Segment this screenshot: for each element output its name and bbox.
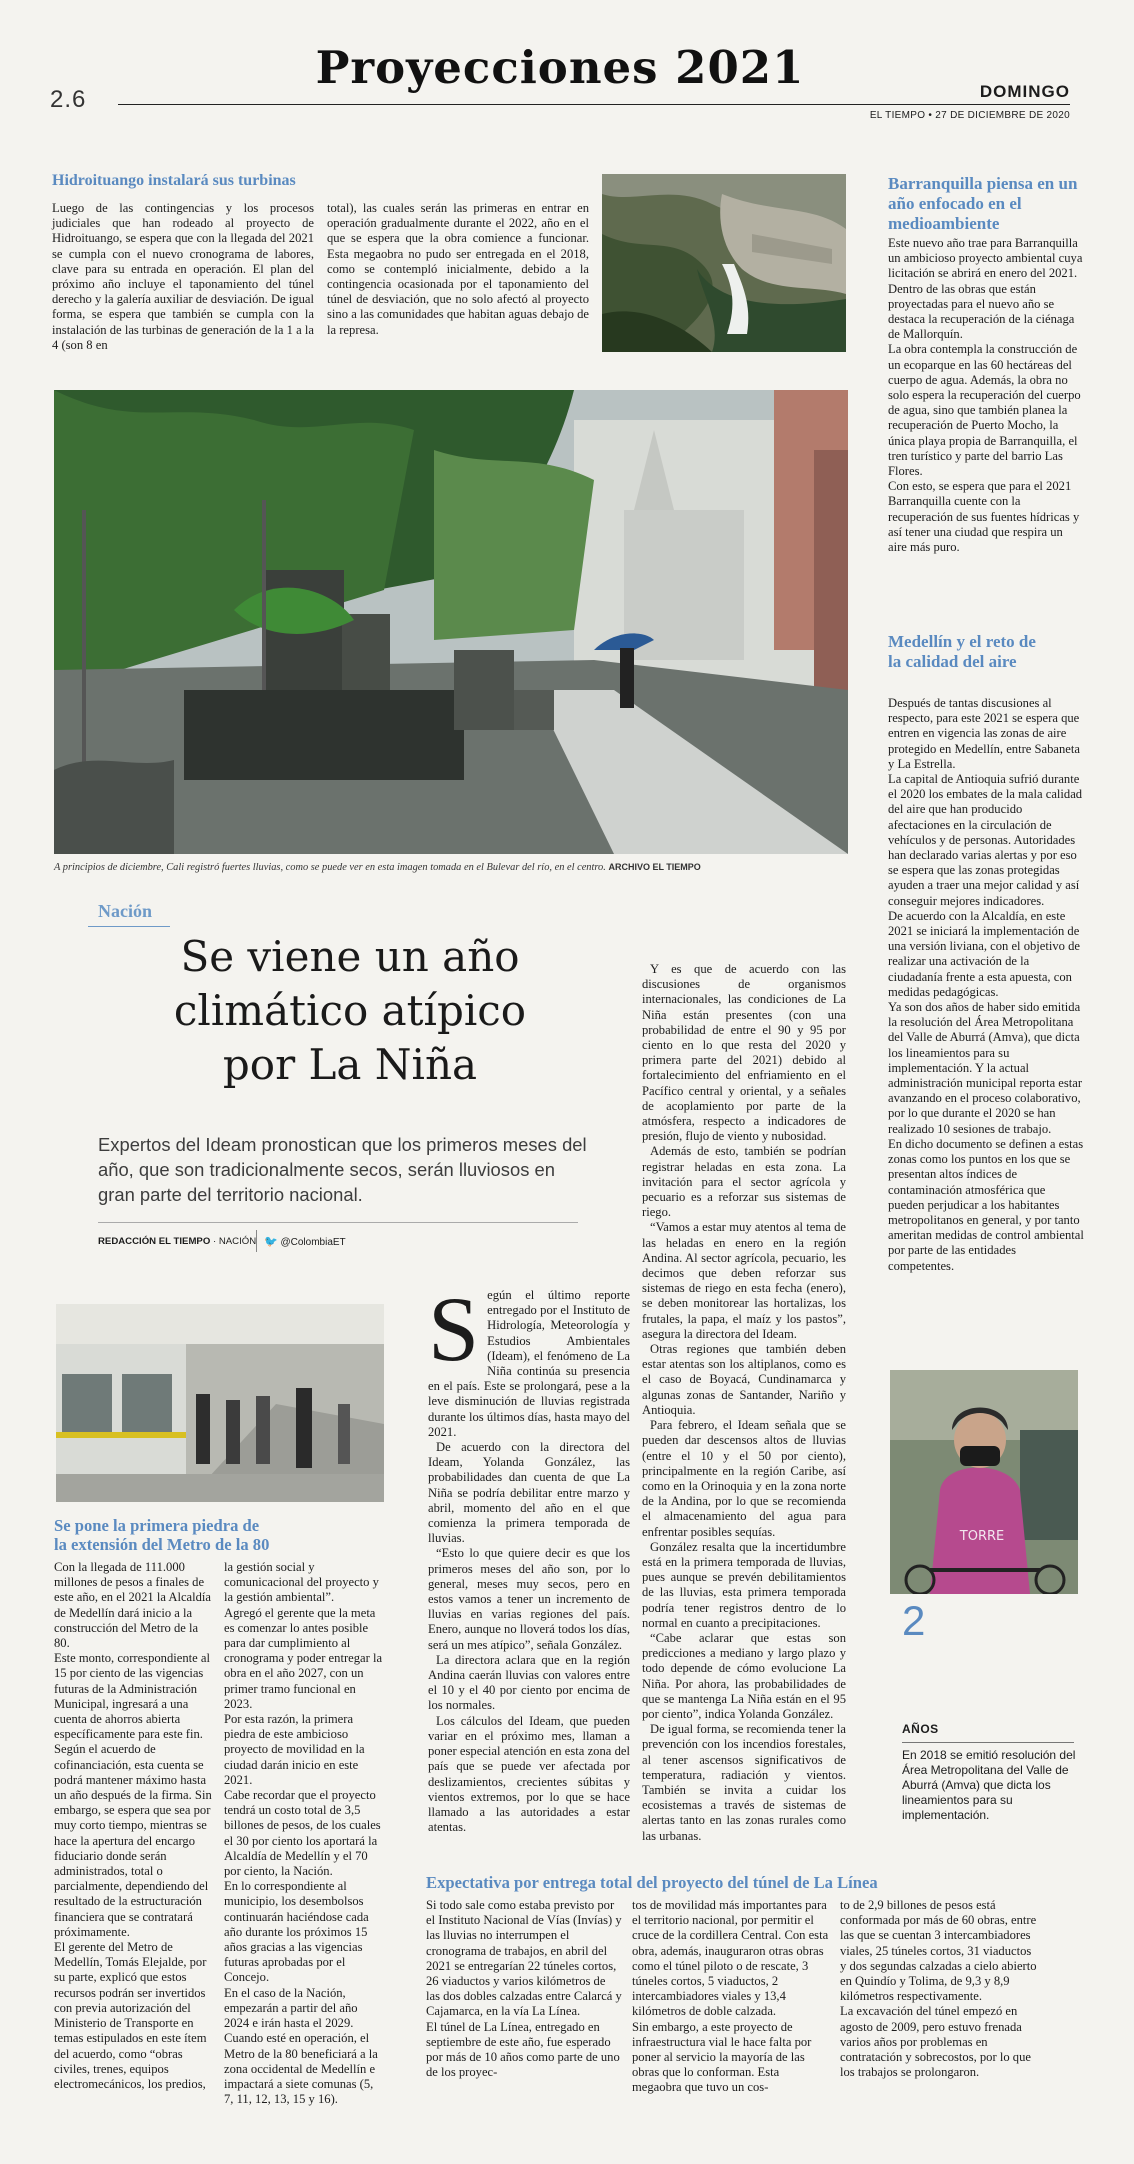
hidroituango-photo [602,174,846,352]
metro-paragraph: En el caso de la Nación, empezarán a partir del año 2024 e irán hasta el 2029. [224,1985,358,2031]
nina-deck: Expertos del Ideam pronostican que los primeros meses del año, que son tradicionalmente secos, serán lluviosos en gran parte del territorio nacional. [98,1134,587,1205]
headline-line: por La Niña [222,1040,478,1089]
caption-text: A principios de diciembre, Cali registró fuertes lluvias, como se puede ver en esta imagen tomada en el Bulevar del río, en el centro. [54,862,606,873]
linea-col3 [840,1898,1040,2080]
nina-paragraph: Además de esto, también se podrían registrar heladas en esta zona. La invitación para el sector agrícola y pecuario es a reforzar sus sistemas de riego. [642,1144,846,1220]
linea-paragraph: La excavación del túnel empezó en agosto de 2009, pero estuvo frenada varios años por problemas en contratación y sobrecostos, por lo que los trabajos se prolongaron. [840,2004,1031,2080]
medellin-aire-paragraph: De acuerdo con la Alcaldía, en este 2021 se iniciará la implementación de una versión liviana, con el objetivo de realizar una activación de la ciudadanía frente a esta apuesta, con medidas pedagógicas. [888,908,1080,999]
nina-byline [98,1236,256,1247]
page-number [50,86,86,114]
byline-divider [256,1230,257,1252]
linea-paragraph: tos de movilidad más importantes para el territorio nacional, por permitir el cruce de la cordillera Central. Con esta obra, además, inauguraron otras obras como el túnel piloto o de rescate, 3 túneles cortos, 5 viaductos, 2 intercambiadores viales y 13,4 kilómetros de doble calzada. [632,1898,829,2019]
metro-col1 [54,1560,214,2092]
page-number-text: 2.6 [50,86,87,113]
byline-section: · NACIÓN [212,1236,257,1247]
heading-line: Se pone la primera piedra de [54,1516,260,1535]
nina-headline [90,930,610,1092]
caption-credit: ARCHIVO EL TIEMPO [608,862,701,872]
medellin-aire-paragraph: La capital de Antioquia sufrió durante el 2020 los embates de la mala calidad del aire que han producido afectaciones en la circulación de vehículos y de personas. Autoridades han declarado varias alertas y por eso se espera que las zonas protegidas ayuden a traer una mejor calidad y así conseguir mejores indicadores. [888,772,1083,908]
metro-paragraph: Este monto, correspondiente al 15 por ciento de las vigencias futuras de la Administración Municipal, ingresará a una cuenta de ahorros abierta específicamente para este fin. [54,1651,210,1742]
deck-rule [98,1222,578,1223]
heading-line: la extensión del Metro de la 80 [54,1535,270,1554]
barranquilla-paragraph: Este nuevo año trae para Barranquilla un ambicioso proyecto ambiental cuya licitación se abrirá en enero del 2021. [888,236,1083,281]
metro-paragraph: Cuando esté en operación, el Metro de la 80 beneficiará a la zona occidental de Medellín e impactará a siete comunas (5, 7, 11, 12, 13, 15 y 16). [224,2031,378,2107]
factbox-text: En 2018 se emitió resolución del Área Metropolitana del Valle de Aburrá (Amva) que dicta los lineamientos para su implementación. [902,1748,1076,1822]
nina-twitter[interactable] [264,1235,346,1248]
hidroituango-col1: Luego de las contingencias y los procesos judiciales que han rodeado al proyecto de Hidroituango, se espera que con la llegada del 2021 se cumpla con el nuevo cronograma de labores, clave para su entrada en operación. El plan del próximo año incluye el taponamiento del túnel derecho y la galería auxiliar de desviación. De igual forma, se espera que también se cumpla con la instalación de las turbinas de generación de la 1 a la 4 (son 8 en [52,201,314,352]
nina-paragraph: González resalta que la incertidumbre está en la primera temporada de lluvias, pues aunque se prevén debilitamientos de las lluvias, esta primera temporada podría tener registros dentro de lo normal en cuanto a precipitaciones. [642,1539,846,1630]
linea-heading: Expectativa por entrega total del proyecto del túnel de La Línea [426,1873,878,1892]
headline-line: Se viene un año [180,932,520,981]
metro-photo [56,1304,384,1502]
barranquilla-paragraph: La obra contempla la construcción de un ecoparque en las 60 hectáreas del cuerpo de agua. Además, la obra no solo espera la recuperación del cuerpo de agua, sino que también planea la recuperación de Puerto Mocho, la única playa propia de Barranquilla, el tren turístico y parte del barrio Las Flores. [888,342,1081,479]
rainy-boulevard-image [54,390,848,854]
header-dateline: EL TIEMPO • 27 DE DICIEMBRE DE 2020 [869,110,1070,121]
cyclist-photo [890,1370,1078,1594]
linea-col2 [632,1898,832,2096]
nina-paragraph: Para febrero, el Ideam señala que se pueden dar descensos altos de lluvias (entre el 10 y el 50 por ciento), principalmente en la región Caribe, así como en la Orinoquia y en la zona norte de la Andina, por lo que se recomienda el almacenamiento del agua para enfrentar posibles sequías. [642,1418,846,1539]
main-photo-caption [54,862,854,873]
medellin-aire-heading: Medellín y el reto de la calidad del aire [888,632,1036,671]
medellin-aire-paragraph: Después de tantas discusiones al respecto, para este 2021 se espera que entren en vigencia las zonas de aire protegido en Medellín, entre Sabaneta y La Estrella. [888,696,1080,771]
linea-col1 [426,1898,622,2080]
nina-paragraph: Otras regiones que también deben estar atentas son los altiplanos, como es el caso de Boyacá, Cundinamarca y algunas zonas de Santander, Nariño y Antioquia. [642,1342,846,1417]
factbox-label: AÑOS [902,1722,939,1736]
metro-paragraph: Agregó el gerente que la meta es comenzar lo antes posible para dar cumplimiento al cronograma y poder entregar la obra en el año 2027, con un primer tramo funcional en 2023. [224,1605,383,1711]
medellin-aire-paragraph: En dicho documento se definen a estas zonas como los puntos en los que se presentan altos índices de contaminación atmosférica que pueden perjudicar a los habitantes metropolitanos en general, y por tanto ameritan medidas de control ambiental por parte de las entidades competentes. [888,1136,1084,1273]
section-rule [88,926,170,927]
barranquilla-body [888,236,1084,555]
nina-paragraph: “Vamos a estar muy atentos al tema de las heladas en enero en la región Andina. Al sector agrícola, pecuario, les decimos que deben reforzar sus sistemas de riego en esta fecha (enero), se deben monitorear las hortalizas, los frutales, la papa, el maíz y los pastos”, asegura la directora del Ideam. [642,1220,846,1341]
metro-paragraph: Según el acuerdo de cofinanciación, esta cuenta se podrá mantener máximo hasta un año después de la firma. Sin embargo, se espera que sea por muy corto tiempo, mientras se hace la apertura del encargo fiduciario donde serán administrados, total o parcialmente, dependiendo del resultado de la estructuración financiera que se contratará próximamente. [54,1742,212,1939]
metro-col2 [224,1560,384,2107]
dropcap: S [428,1278,480,1380]
headline-line: climático atípico [173,986,527,1035]
metro-station-image [56,1304,384,1502]
medellin-aire-body [888,696,1084,1274]
nina-paragraph: egún el último reporte entregado por el Instituto de Hidrología, Meteorología y Estudios Ambientales (Ideam), el fenómeno de La Niña continúa su presencia en el país. Este se prolongará, pese a la leve disminución de lluvias registrada durante los últimos días, hasta mayo del 2021. [428,1288,630,1439]
factbox-rule [902,1742,1074,1743]
hidroituango-col2: total), las cuales serán las primeras en entrar en operación gradualmente durante el 2022, año en el que se espera que la obra comience a funcionar. Esta megaobra no pudo ser entregada en el 2018, como se contempló inicialmente, debido a la contingencia ocasionada por el taponamiento del túnel de desviación, que no solo afectó al proyecto sino a las comunidades que habitan aguas debajo de la represa. [327,201,589,337]
nina-paragraph: De igual forma, se recomienda tener la prevención con los incendios forestales, al tener ascensos significativos de temperatura, radiación y vientos. También se invita a cuidar los ecosistemas a través de sistemas de alertas tanto en las zonas rurales como las urbanas. [642,1722,846,1843]
linea-paragraph: El túnel de La Línea, entregado en septiembre de este año, fue esperado por más de 10 años como parte de uno de los proyec- [426,2019,620,2080]
cyclist-image [890,1370,1078,1594]
hidroituango-heading: Hidroituango instalará sus turbinas [52,172,296,189]
nina-paragraph: De acuerdo con la directora del Ideam, Yolanda González, las probabilidades dan cuenta de que La Niña se podría debilitar entre marzo y abril, momento del año en el que comienza la primera temporada de lluvias. [428,1440,630,1546]
byline-author: REDACCIÓN EL TIEMPO [98,1236,211,1247]
dam-image [602,174,846,352]
metro-paragraph: En lo correspondiente al municipio, los desembolsos continuarán haciéndose cada año durante los próximos 15 años gracias a las vigencias futuras aprobadas por el Concejo. [224,1879,369,1985]
medellin-aire-paragraph: Ya son dos años de haber sido emitida la resolución del Área Metropolitana del Valle de Aburrá (Amva), que dicta los lineamientos para su implementación. Y la actual administración municipal reporta estar avanzando en el proceso colaborativo, por lo que durante el 2020 se han realizado 10 sesiones de trabajo. [888,1000,1083,1136]
barranquilla-paragraph: Con esto, se espera que para el 2021 Barranquilla cuente con la recuperación de sus fuentes hídricas y así tener una ciudad que respira un aire más puro. [888,479,1080,555]
metro-paragraph: Por esta razón, la primera piedra de este ambicioso proyecto de movilidad en la ciudad darán inicio en este 2021. [224,1712,365,1787]
linea-paragraph: Si todo sale como estaba previsto por el Instituto Nacional de Vías (Invías) y las lluvias no interrumpen el cronograma de trabajos, en abril del 2021 se entregarían 22 túneles cortos, 26 viaductos y varios kilómetros de las dos dobles calzadas entre Calarcá y Cajamarca, en la vía La Línea. [426,1898,622,2019]
nina-paragraph: “Esto lo que quiere decir es que los primeros meses del año son, por lo general, meses muy secos, pero en estos vamos a tener un incremento de lluvias en varias regiones del país. Enero, aunque no lloverá todos los días, será un mes atípico”, señala González. [428,1546,630,1652]
metro-paragraph: Con la llegada de 111.000 millones de pesos a finales de este año, en el 2021 la Alcaldía de Medellín dará inicio a la construcción del Metro de la 80. [54,1560,212,1651]
header-weekday: DOMINGO [979,82,1070,101]
factbox-number: 2 [902,1597,926,1644]
metro-paragraph: El gerente del Metro de Medellín, Tomás Elejalde, por su parte, explicó que estos recursos podrán ser invertidos con previa autorización del Ministerio de Transporte en temas estipulados en este ítem del acuerdo, como “obras civiles, trenes, equipos electromecánicos, los predios, [54,1940,207,2091]
header-rule [118,104,1070,105]
nina-col1 [428,1278,630,1835]
main-photo [54,390,848,854]
twitter-icon: 🐦 [264,1236,278,1248]
linea-paragraph: Sin embargo, a este proyecto de infraestructura vial le hace falta por poner al servicio la mayoría de las obras que lo conforman. Esta megaobra que tuvo un cos- [632,2019,812,2095]
nina-col2 [642,962,846,1844]
nina-paragraph: “Cabe aclarar que estas son predicciones a mediano y largo plazo y todo depende de cómo evolucione La Niña. Por ahora, las probabilidades de que se mantenga La Niña están en el 95 por ciento”, indica Yolanda González. [642,1630,846,1721]
barranquilla-paragraph: Dentro de las obras que están proyectadas para el nuevo año se destaca la recuperación de la ciénaga de Mallorquín. [888,281,1075,342]
nina-section-label: Nación [98,901,152,921]
twitter-handle: @ColombiaET [280,1237,346,1248]
nina-paragraph: Los cálculos del Ideam, que pueden variar en el próximo mes, llaman a poner especial atención en esta zona del país que se puede ver afectada por deslizamientos, crecientes súbitas y vientos extremos, por lo que se hace llamado a las autoridades a estar atentas. [428,1713,630,1835]
metro-heading [54,1516,384,1554]
metro-paragraph: la gestión social y comunicacional del proyecto y la gestión ambiental”. [224,1560,379,1605]
nina-paragraph: Y es que de acuerdo con las discusiones de organismos internacionales, las condiciones de La Niña están presentes (con una probabilidad de entre el 90 y 95 por ciento en lo que resta del 2020 y primera parte del 2021) debido al fortalecimiento del enfriamiento en el Pacífico central y oriental, y a señales de acoplamiento por parte de la atmósfera, respecto a indicadores de presión, flujo de viento y nubosidad. [642,962,846,1144]
jersey-text: TORRE [959,1529,1005,1544]
nina-paragraph: La directora aclara que en la región Andina caerán lluvias con valores entre el 10 y el 40 por ciento por encima de los normales. [428,1652,630,1713]
barranquilla-heading: Barranquilla piensa en un año enfocado en el medioambiente [888,174,1078,233]
page-title: Proyecciones 2021 [315,41,805,94]
linea-paragraph: to de 2,9 billones de pesos está conformada por más de 60 obras, entre las que se cuentan 3 intercambiadores viales, 25 túneles cortos, 31 viaductos y dos segundas calzadas a cielo abierto en Quindío y Tolima, de 9,3 y 8,9 kilómetros respectivamente. [840,1898,1037,2004]
metro-paragraph: Cabe recordar que el proyecto tendrá un costo total de 3,5 billones de pesos, de los cuales el 30 por ciento los aportará la Alcaldía de Medellín y el 70 por ciento, la Nación. [224,1788,381,1879]
